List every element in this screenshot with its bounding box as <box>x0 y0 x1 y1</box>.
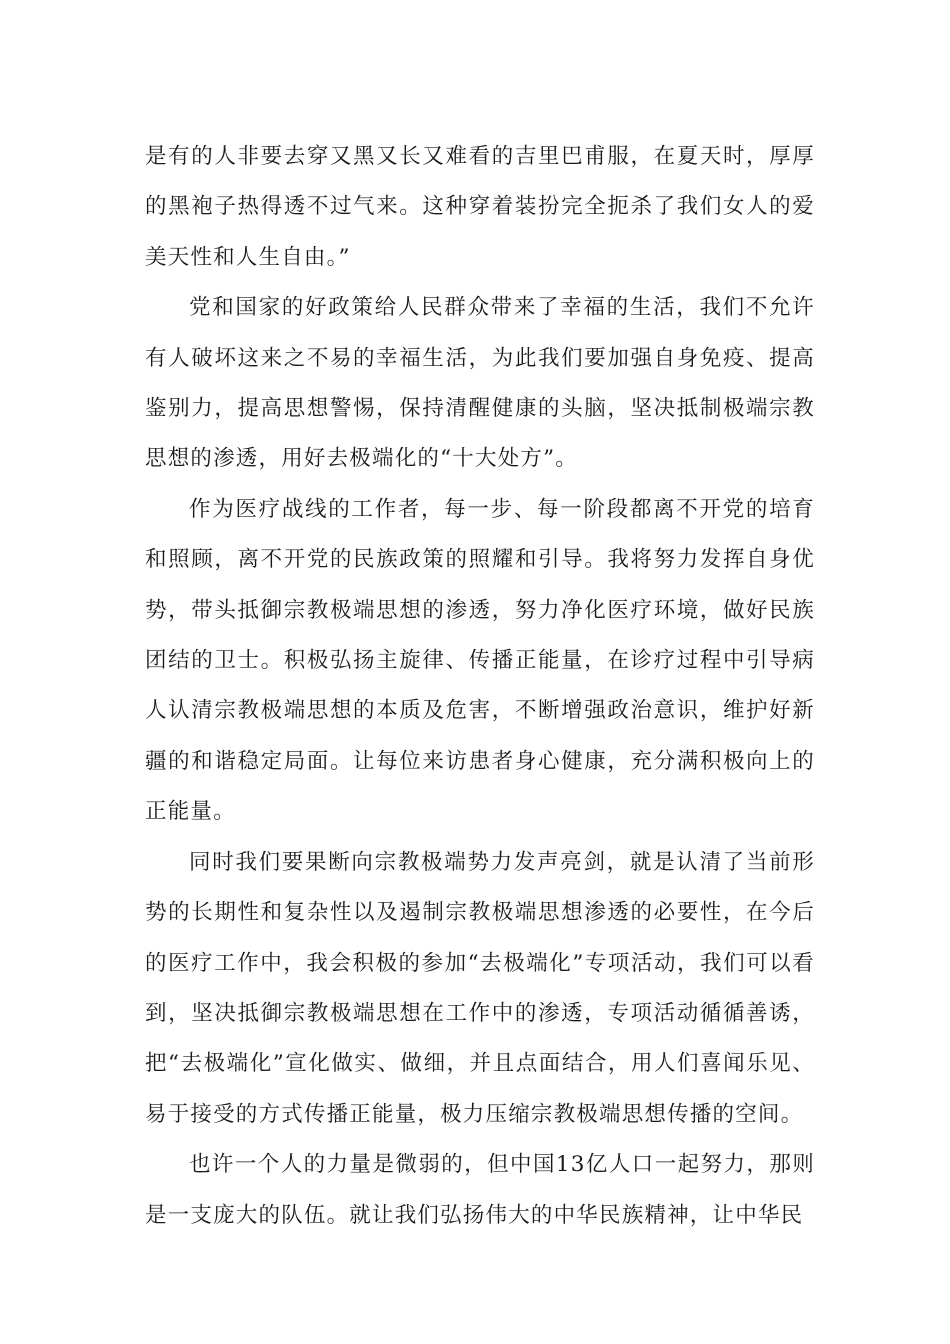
paragraph-continued: 是有的人非要去穿又黑又长又难看的吉里巴甫服，在夏天时，厚厚的黑袍子热得透不过气来。这种穿着装扮完全扼杀了我们女人的爱美天性和人生自由。” <box>145 144 815 270</box>
paragraph: 作为医疗战线的工作者，每一步、每一阶段都离不开党的培育和照顾，离不开党的民族政策的照耀和引导。我将努力发挥自身优势，带头抵御宗教极端思想的渗透，努力净化医疗环境，做好民族团结的卫士。积极弘扬主旋律、传播正能量，在诊疗过程中引导病人认清宗教极端思想的本质及危害，不断增强政治意识，维护好新疆的和谐稳定局面。让每位来访患者身心健康，充分满积极向上的正能量。 <box>145 496 815 825</box>
paragraph: 同时我们要果断向宗教极端势力发声亮剑，就是认清了当前形势的长期性和复杂性以及遏制宗教极端思想渗透的必要性，在今后的医疗工作中，我会积极的参加“去极端化”专项活动，我们可以看到，坚决抵御宗教极端思想在工作中的渗透，专项活动循循善诱，把“去极端化”宣化做实、做细，并且点面结合，用人们喜闻乐见、易于接受的方式传播正能量，极力压缩宗教极端思想传播的空间。 <box>145 849 815 1127</box>
document-body <box>145 132 815 1241</box>
paragraph: 党和国家的好政策给人民群众带来了幸福的生活，我们不允许有人破坏这来之不易的幸福生活，为此我们要加强自身免疫、提高鉴别力，提高思想警惕，保持清醒健康的头脑，坚决抵制极端宗教思想的渗透，用好去极端化的“十大处方”。 <box>145 295 815 472</box>
paragraph: 也许一个人的力量是微弱的，但中国13亿人口一起努力，那则是一支庞大的队伍。就让我们弘扬伟大的中华民族精神，让中华民 <box>145 1152 815 1228</box>
